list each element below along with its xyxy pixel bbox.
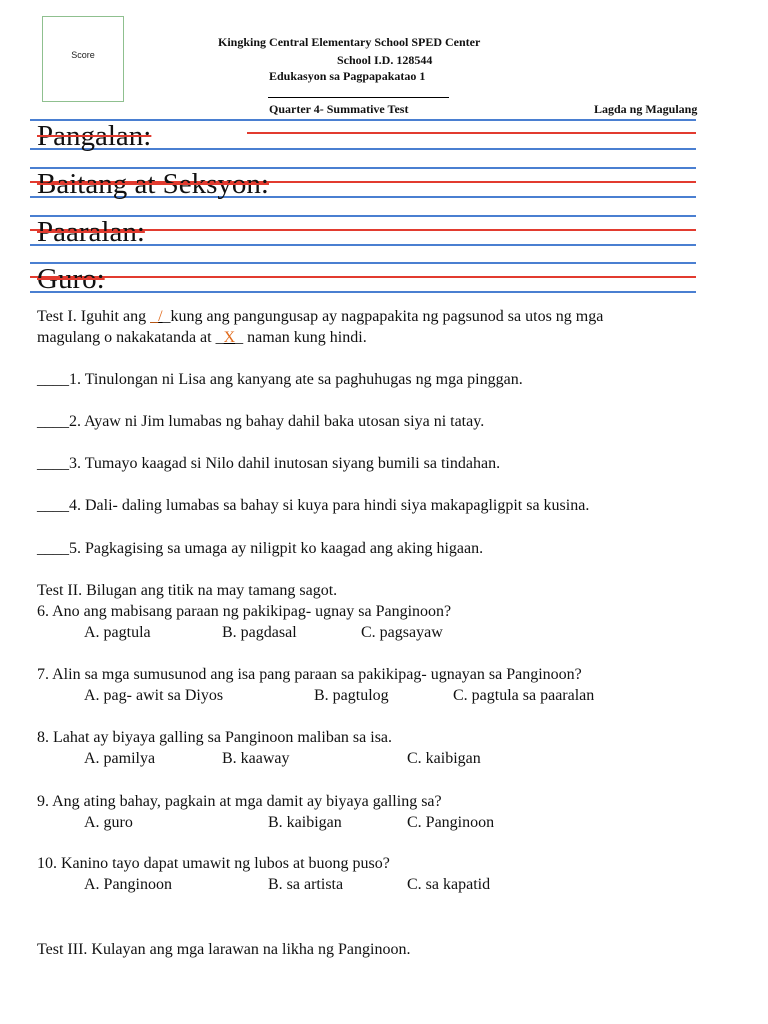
question-6: 6. Ano ang mabisang paraan ng pakikipag- ugnay sa Panginoon? bbox=[37, 603, 452, 620]
question-9: 9. Ang ating bahay, pagkain at mga damit ay biyaya galling sa? bbox=[37, 793, 442, 810]
q6-option-b[interactable]: B. pagdasal bbox=[222, 624, 297, 641]
q9-option-a[interactable]: A. guro bbox=[84, 814, 133, 831]
school-name: Kingking Central Elementary School SPED Center bbox=[218, 35, 481, 49]
score-label: Score bbox=[71, 50, 95, 60]
subject: Edukasyon sa Pagpapakatao 1 bbox=[269, 69, 426, 83]
q10-option-b[interactable]: B. sa artista bbox=[268, 876, 344, 893]
test1-item-4[interactable]: ____4. Dali- daling lumabas sa bahay si kuya para hindi siya makapagligpit sa kusina. bbox=[37, 497, 590, 514]
x-mark: X bbox=[223, 329, 236, 346]
quarter-label: Quarter 4- Summative Test bbox=[269, 102, 409, 116]
field-baitang[interactable] bbox=[0, 167, 768, 200]
score-box bbox=[42, 16, 124, 102]
field-guro[interactable] bbox=[0, 262, 768, 295]
signature-line bbox=[268, 97, 449, 98]
test2-instruction: Test II. Bilugan ang titik na may tamang sagot. bbox=[37, 582, 338, 599]
q8-option-a[interactable]: A. pamilya bbox=[84, 750, 156, 767]
instruction-text: _ naman kung hindi. bbox=[235, 329, 367, 346]
q6-option-c[interactable]: C. pagsayaw bbox=[361, 624, 443, 641]
question-10: 10. Kanino tayo dapat umawit ng lubos at buong puso? bbox=[37, 855, 390, 872]
q10-option-a[interactable]: A. Panginoon bbox=[84, 876, 172, 893]
instruction-text: magulang o nakakatanda at _ bbox=[37, 329, 224, 346]
signature-label: Lagda ng Magulang bbox=[594, 102, 698, 116]
school-id: School I.D. 128544 bbox=[337, 53, 433, 67]
q9-option-b[interactable]: B. kaibigan bbox=[268, 814, 342, 831]
q8-option-b[interactable]: B. kaaway bbox=[222, 750, 290, 767]
test1-item-2[interactable]: ____2. Ayaw ni Jim lumabas ng bahay dahil baka utosan siya ni tatay. bbox=[37, 413, 485, 430]
instruction-text: Test I. Iguhit ang bbox=[37, 308, 151, 325]
field-label: Paaralan: bbox=[37, 216, 145, 248]
instruction-text: _kung ang pangungusap ay nagpapakita ng pagsunod sa utos ng mga bbox=[162, 308, 604, 325]
question-8: 8. Lahat ay biyaya galling sa Panginoon maliban sa isa. bbox=[37, 729, 393, 746]
field-label: Guro: bbox=[37, 263, 105, 295]
test1-instruction-line2 bbox=[37, 329, 367, 347]
test1-instruction-line1 bbox=[37, 308, 603, 326]
q7-option-b[interactable]: B. pagtulog bbox=[314, 687, 389, 704]
q8-option-c[interactable]: C. kaibigan bbox=[407, 750, 481, 767]
test3-instruction: Test III. Kulayan ang mga larawan na likha ng Panginoon. bbox=[37, 941, 411, 958]
test1-item-1[interactable]: ____1. Tinulongan ni Lisa ang kanyang ate sa paghuhugas ng mga pinggan. bbox=[37, 371, 523, 388]
q6-option-a[interactable]: A. pagtula bbox=[84, 624, 151, 641]
question-7: 7. Alin sa mga sumusunod ang isa pang paraan sa pakikipag- ugnayan sa Panginoon? bbox=[37, 666, 582, 683]
field-label: Baitang at Seksyon: bbox=[37, 168, 269, 200]
q9-option-c[interactable]: C. Panginoon bbox=[407, 814, 495, 831]
q10-option-c[interactable]: C. sa kapatid bbox=[407, 876, 491, 893]
test1-item-3[interactable]: ____3. Tumayo kaagad si Nilo dahil inutosan siyang bumili sa tindahan. bbox=[37, 455, 501, 472]
field-label: Pangalan: bbox=[37, 120, 152, 152]
q7-option-a[interactable]: A. pag- awit sa Diyos bbox=[84, 687, 224, 704]
q7-option-c[interactable]: C. pagtula sa paaralan bbox=[453, 687, 595, 704]
field-pangalan[interactable] bbox=[0, 119, 768, 152]
check-mark: _/ bbox=[150, 308, 163, 325]
test1-item-5[interactable]: ____5. Pagkagising sa umaga ay niligpit ko kaagad ang aking higaan. bbox=[37, 540, 484, 557]
field-paaralan[interactable] bbox=[0, 215, 768, 248]
